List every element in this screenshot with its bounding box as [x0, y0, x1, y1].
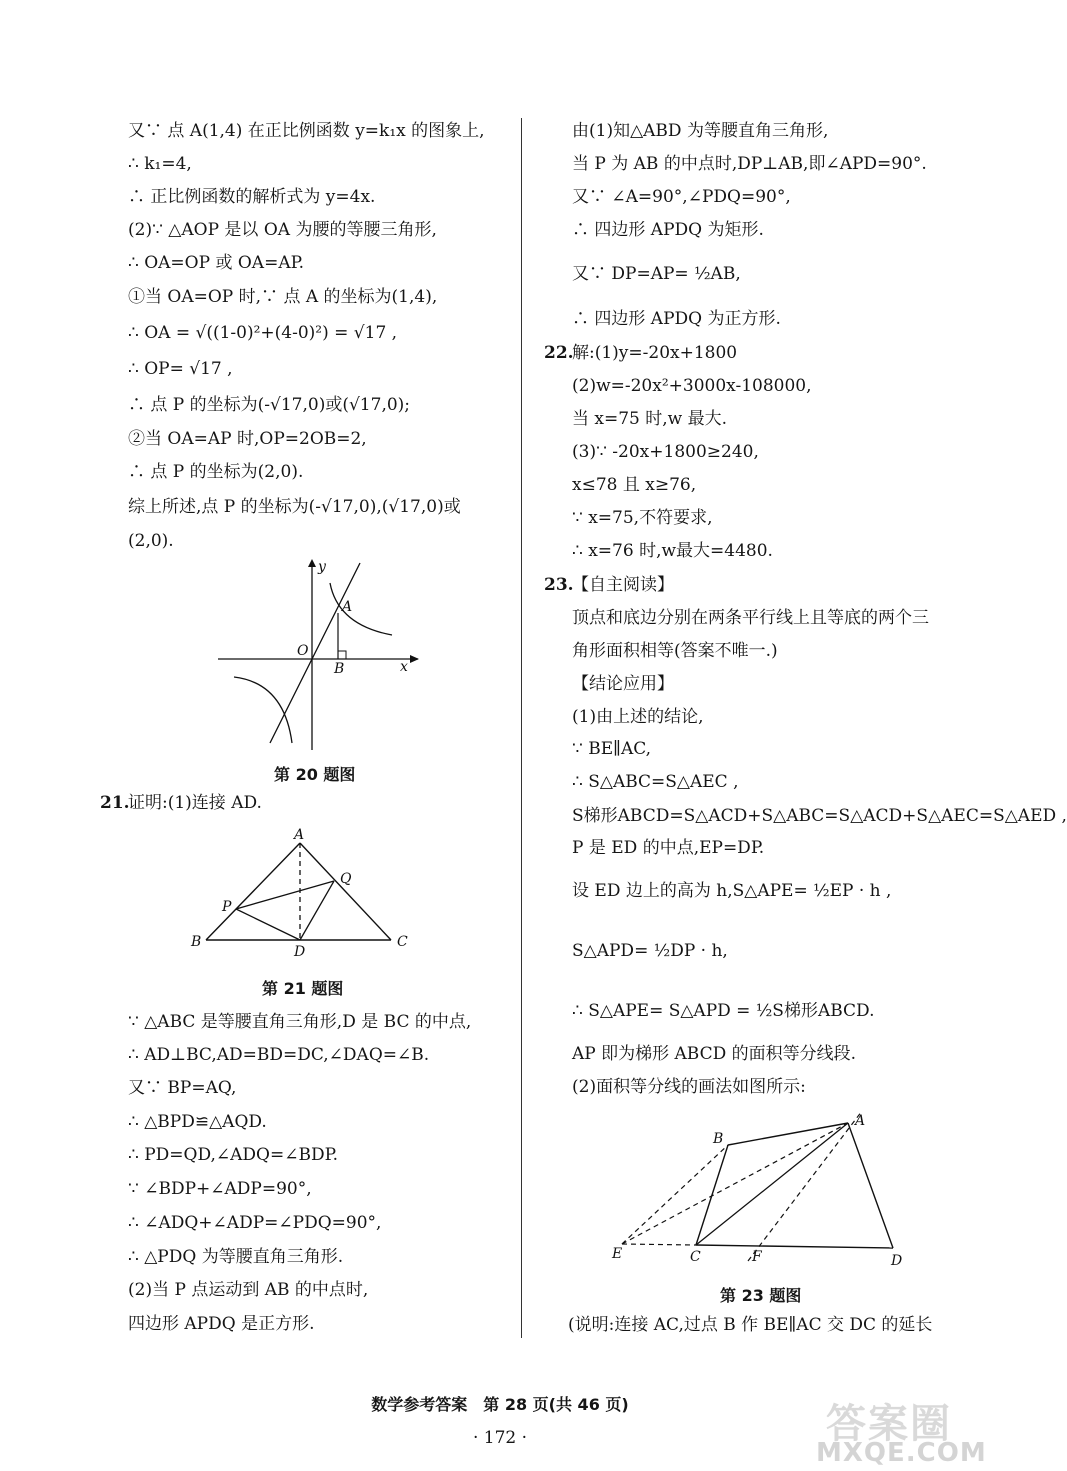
text-line: (2)面积等分线的画法如图所示:: [572, 1077, 806, 1097]
label-C: C: [397, 934, 408, 950]
label-B: B: [191, 934, 202, 950]
text-line: 由(1)知△ABD 为等腰直角三角形,: [572, 121, 829, 141]
side-BA: [728, 1123, 848, 1145]
text-line: ∵ BE∥AC,: [572, 739, 652, 759]
page-number: · 172 ·: [472, 1428, 528, 1448]
text-line: ∴ OA=OP 或 OA=AP.: [128, 253, 304, 273]
text-line: 顶点和底边分别在两条平行线上且等底的两个三: [572, 608, 929, 628]
label-x: x: [400, 659, 408, 675]
question-number: 23.: [544, 575, 574, 595]
figure-caption: 第 23 题图: [720, 1286, 802, 1305]
text-line: ∴ △BPD≌△AQD.: [128, 1112, 267, 1132]
segment-AF: [748, 1111, 862, 1261]
text-line: (2)w=-20x²+3000x-108000,: [572, 376, 812, 396]
question-number: 22.: [544, 343, 574, 363]
text-line: (3)∵ -20x+1800≥240,: [572, 442, 759, 462]
text-line: x≤78 且 x≥76,: [572, 475, 697, 495]
text-line: ∵ ∠BDP+∠ADP=90°,: [128, 1179, 312, 1199]
segment-PQ: [236, 881, 334, 909]
segment-PD: [236, 909, 300, 940]
text-line: ∴ △PDQ 为等腰直角三角形.: [128, 1247, 344, 1267]
text-line: 又∵ BP=AQ,: [128, 1078, 237, 1098]
text-line: 【结论应用】: [572, 674, 674, 694]
text-line: 【自主阅读】: [572, 575, 674, 595]
extension-EC: [622, 1244, 696, 1245]
side-AB: [206, 843, 300, 940]
label-E: E: [612, 1246, 623, 1262]
label-C: C: [690, 1249, 701, 1265]
label-A: A: [342, 599, 353, 615]
label-A: A: [294, 827, 305, 843]
side-CD: [696, 1245, 893, 1248]
text-line: ∴ AD⊥BC,AD=BD=DC,∠DAQ=∠B.: [128, 1045, 430, 1065]
text-line: ∴ S△ABC=S△AEC ,: [572, 772, 739, 792]
text-line: S△APD= ½DP · h,: [572, 941, 728, 961]
label-F: F: [752, 1249, 762, 1265]
figure-23: [608, 1105, 913, 1275]
label-P: P: [222, 899, 232, 915]
label-Q: Q: [340, 871, 352, 887]
figure-20: [212, 555, 432, 760]
text-line: ∴ 点 P 的坐标为(-√17,0)或(√17,0);: [128, 395, 411, 415]
text-line: 解:(1)y=-20x+1800: [572, 343, 738, 363]
text-line: ∴ 四边形 APDQ 为矩形.: [572, 220, 764, 240]
text-line: 四边形 APDQ 是正方形.: [128, 1314, 315, 1334]
text-line: 又∵ 点 A(1,4) 在正比例函数 y=k₁x 的图象上,: [128, 121, 485, 141]
side-AC: [300, 843, 391, 940]
side-AD: [848, 1123, 893, 1248]
text-line: (说明:连接 AC,过点 B 作 BE∥AC 交 DC 的延长: [568, 1315, 933, 1335]
label-D: D: [891, 1253, 903, 1269]
text-line: 角形面积相等(答案不唯一.): [572, 641, 778, 661]
text-line: (2)当 P 点运动到 AB 的中点时,: [128, 1280, 369, 1300]
figure-caption: 第 21 题图: [262, 979, 344, 998]
text-line: ②当 OA=AP 时,OP=2OB=2,: [128, 429, 367, 449]
text-line: AP 即为梯形 ABCD 的面积等分线段.: [572, 1044, 857, 1064]
label-B: B: [334, 661, 345, 677]
text-line: P 是 ED 的中点,EP=DP.: [572, 838, 765, 858]
text-line: ∵ △ABC 是等腰直角三角形,D 是 BC 的中点,: [128, 1012, 472, 1032]
figure-caption: 第 20 题图: [274, 765, 356, 784]
label-y: y: [318, 559, 326, 575]
text-line: ∴ x=76 时,w最大=4480.: [572, 541, 773, 561]
text-line: 证明:(1)连接 AD.: [128, 793, 262, 813]
text-line: 又∵ DP=AP= ½AB,: [572, 264, 741, 284]
label-D: D: [294, 944, 306, 960]
text-line: ∴ PD=QD,∠ADQ=∠BDP.: [128, 1145, 338, 1165]
watermark-logo: 答案圈: [826, 1401, 952, 1447]
text-line: (2,0).: [128, 531, 174, 551]
text-line: ∴ 点 P 的坐标为(2,0).: [128, 462, 304, 482]
figure-21: [186, 825, 416, 960]
text-line: ∵ x=75,不符要求,: [572, 508, 713, 528]
question-number: 21.: [100, 793, 130, 813]
text-line: ∴ k₁=4,: [128, 154, 192, 174]
watermark: [808, 1392, 998, 1470]
hyperbola-branch-1: [330, 583, 392, 635]
label-A: A: [855, 1113, 866, 1129]
text-line: 综上所述,点 P 的坐标为(-√17,0),(√17,0)或: [128, 497, 461, 517]
page-footer: 数学参考答案 第 28 页(共 46 页): [371, 1395, 629, 1414]
text-line: 设 ED 边上的高为 h,S△APE= ½EP · h ,: [572, 881, 892, 901]
watermark-url: MXQE.COM: [816, 1438, 987, 1468]
side-BC: [696, 1145, 728, 1245]
text-line: ∴ S△APE= S△APD = ½S梯形ABCD.: [572, 1001, 875, 1021]
text-line: ∴ OP= √17 ,: [128, 359, 233, 379]
text-line: 当 P 为 AB 的中点时,DP⊥AB,即∠APD=90°.: [572, 154, 927, 174]
text-line: S梯形ABCD=S△ACD+S△ABC=S△ACD+S△AEC=S△AED ,: [572, 806, 1067, 826]
text-line: (2)∵ △AOP 是以 OA 为腰的等腰三角形,: [128, 220, 437, 240]
text-line: (1)由上述的结论,: [572, 707, 704, 727]
text-line: 又∵ ∠A=90°,∠PDQ=90°,: [572, 187, 791, 207]
text-line: ∴ ∠ADQ+∠ADP=∠PDQ=90°,: [128, 1213, 382, 1233]
label-O: O: [297, 643, 309, 659]
text-line: ∴ 正比例函数的解析式为 y=4x.: [128, 187, 376, 207]
hyperbola-branch-2: [234, 677, 292, 743]
text-line: ①当 OA=OP 时,∵ 点 A 的坐标为(1,4),: [128, 287, 438, 307]
label-B: B: [713, 1131, 724, 1147]
column-divider: [521, 118, 522, 1338]
segment-EA: [622, 1123, 848, 1244]
text-line: 当 x=75 时,w 最大.: [572, 409, 728, 429]
text-line: ∴ OA = √((1-0)²+(4-0)²) = √17 ,: [128, 323, 398, 343]
text-line: ∴ 四边形 APDQ 为正方形.: [572, 309, 781, 329]
